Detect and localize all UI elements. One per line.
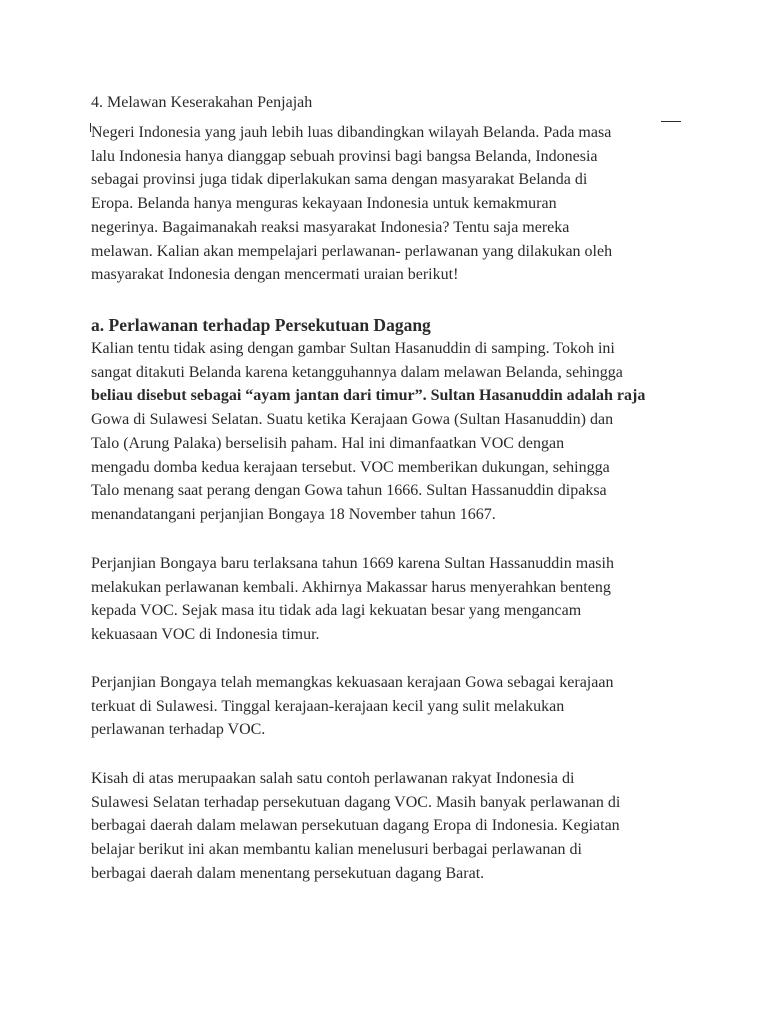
- text-line: Negeri Indonesia yang jauh lebih luas dibandingkan wilayah Belanda. Pada masa: [91, 124, 612, 141]
- bold-text-line: beliau disebut sebagai “ayam jantan dari timur”. Sultan Hasanuddin adalah raja: [91, 387, 646, 405]
- paragraph-gowa: [91, 671, 691, 742]
- text-line: Talo menang saat perang dengan Gowa tahun 1666. Sultan Hassanuddin dipaksa: [91, 482, 607, 500]
- text-line: berbagai daerah dalam menentang persekutuan dagang Barat.: [91, 864, 485, 882]
- paragraph-bongaya: [91, 552, 691, 647]
- text-line: mengadu domba kedua kerajaan tersebut. VOC memberikan dukungan, sehingga: [91, 458, 610, 476]
- text-line: kepada VOC. Sejak masa itu tidak ada lagi kekuatan besar yang mengancam: [91, 602, 582, 620]
- text-line: terkuat di Sulawesi. Tinggal kerajaan-kerajaan kecil yang sulit melakukan: [91, 697, 565, 715]
- text-line: Perjanjian Bongaya baru terlaksana tahun 1669 karena Sultan Hassanuddin masih: [91, 555, 614, 572]
- section-title: 4. Melawan Keserakahan Penjajah: [91, 94, 313, 111]
- text-line: berbagai daerah dalam melawan persekutuan dagang Eropa di Indonesia. Kegiatan: [91, 817, 620, 835]
- text-line: negerinya. Bagaimanakah reaksi masyarakat Indonesia? Tentu saja mereka: [91, 218, 570, 236]
- text-line: perlawanan terhadap VOC.: [91, 721, 266, 739]
- text-line: Sulawesi Selatan terhadap persekutuan dagang VOC. Masih banyak perlawanan di: [91, 793, 621, 811]
- paragraph-closing: [91, 767, 691, 886]
- text-line: belajar berikut ini akan membantu kalian menelusuri berbagai perlawanan di: [91, 841, 582, 859]
- text-line: Kisah di atas merupaakan salah satu contoh perlawanan rakyat Indonesia di: [91, 770, 575, 787]
- text-line: Gowa di Sulawesi Selatan. Suatu ketika Kerajaan Gowa (Sultan Hasanuddin) dan: [91, 411, 614, 429]
- text-line: Talo (Arung Palaka) berselisih paham. Hal ini dimanfaatkan VOC dengan: [91, 434, 565, 452]
- text-line: Kalian tentu tidak asing dengan gambar Sultan Hasanuddin di samping. Tokoh ini: [91, 340, 615, 357]
- text-line: sangat ditakuti Belanda karena ketangguhannya dalam melawan Belanda, sehingga: [91, 363, 623, 381]
- text-line: Perjanjian Bongaya telah memangkas kekuasaan kerajaan Gowa sebagai kerajaan: [91, 674, 614, 691]
- text-line: sebagai provinsi juga tidak diperlakukan sama dengan masyarakat Belanda di: [91, 171, 588, 189]
- text-line: melawan. Kalian akan mempelajari perlawanan- perlawanan yang dilakukan oleh: [91, 242, 613, 260]
- text-line: masyarakat Indonesia dengan mencermati uraian berikut!: [91, 266, 459, 284]
- text-line: menandatangani perjanjian Bongaya 18 November tahun 1667.: [91, 505, 496, 523]
- text-line: Eropa. Belanda hanya menguras kekayaan Indonesia untuk kemakmuran: [91, 195, 557, 213]
- text-line: melakukan perlawanan kembali. Akhirnya Makassar harus menyerahkan benteng: [91, 578, 611, 596]
- text-line: kekuasaan VOC di Indonesia timur.: [91, 626, 320, 644]
- paragraph-hasanuddin: [91, 337, 691, 527]
- subheading: a. Perlawanan terhadap Persekutuan Dagang: [91, 315, 431, 335]
- intro-paragraph: [91, 121, 691, 287]
- text-line: lalu Indonesia hanya dianggap sebuah provinsi bagi bangsa Belanda, Indonesia: [91, 147, 598, 165]
